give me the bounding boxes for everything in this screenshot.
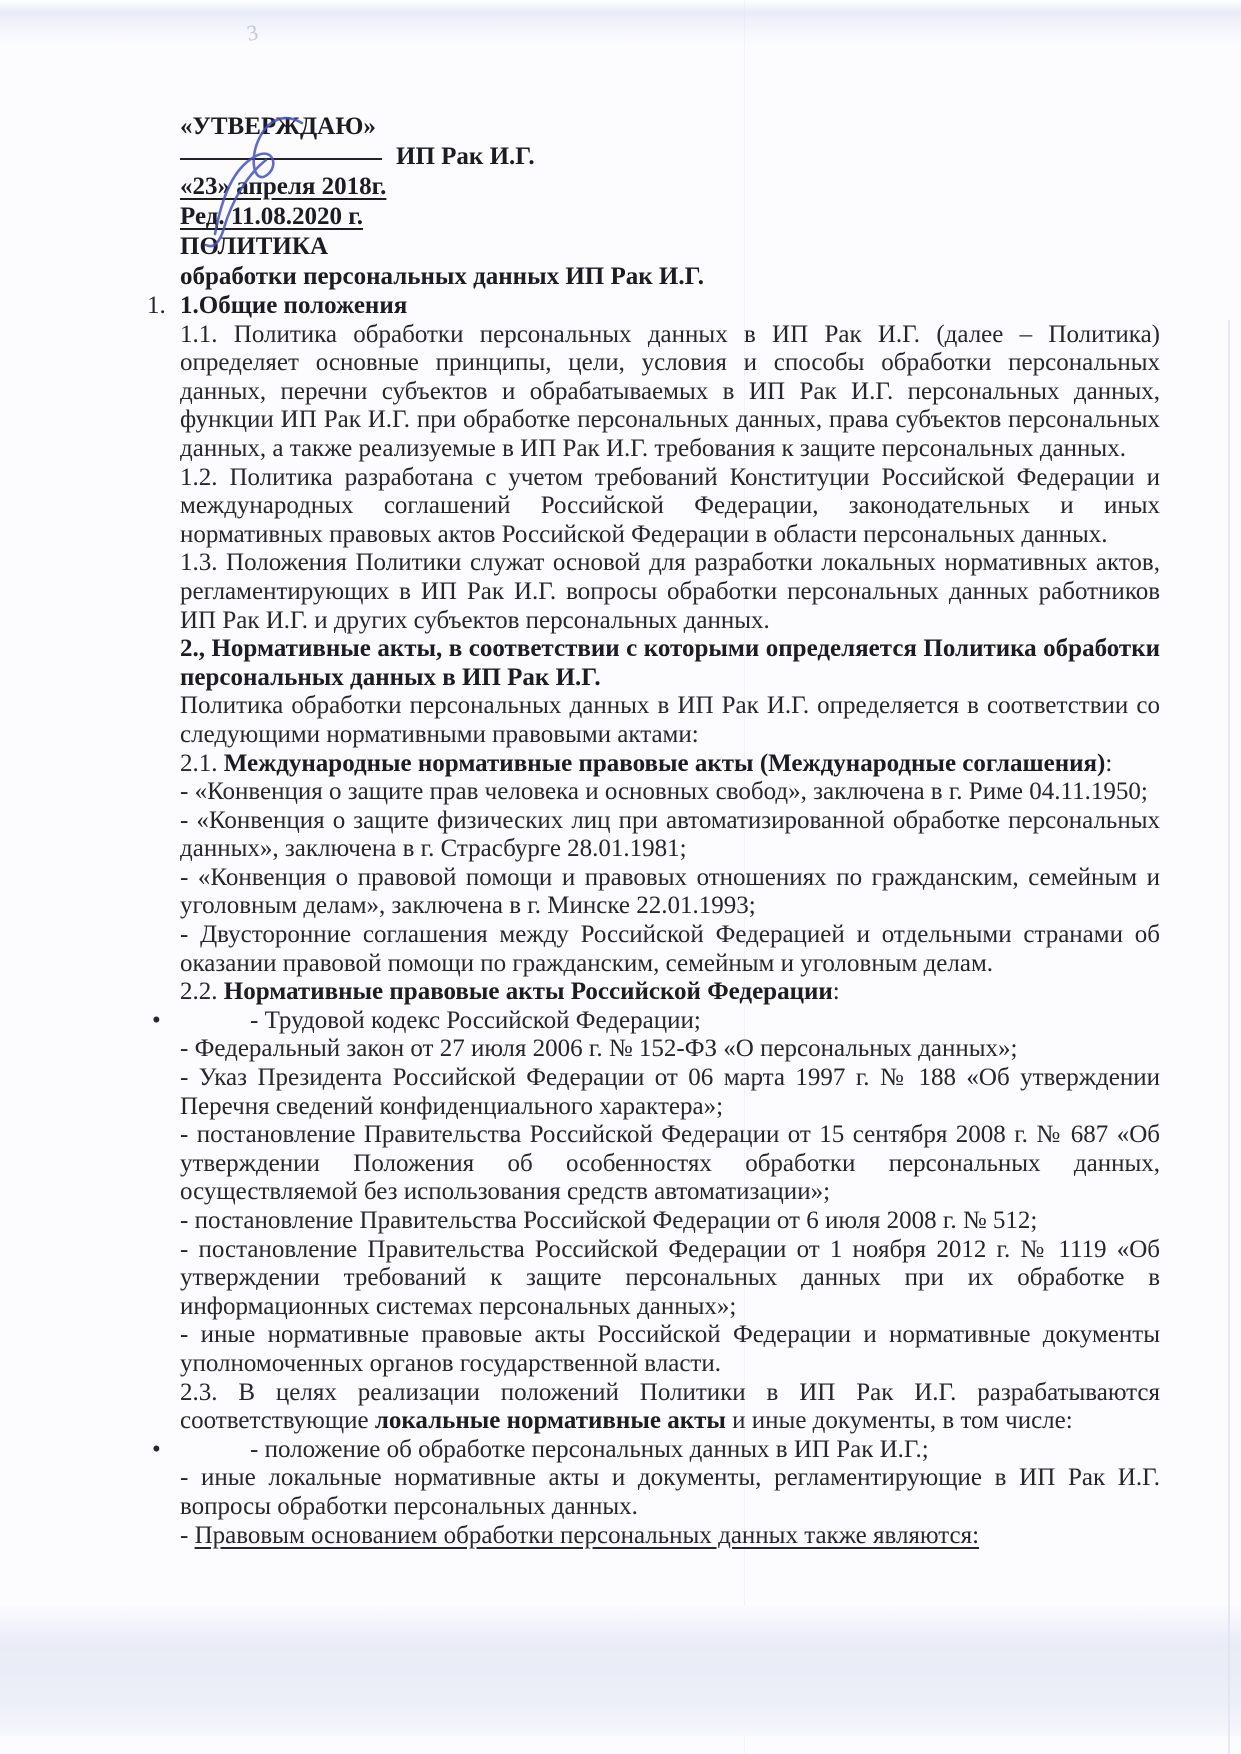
- list-item: - «Конвенция о правовой помощи и правовых отношениях по гражданским, семейным и уголовным делам», заключена в г. Минске 22.01.1993;: [180, 863, 1160, 920]
- doc-title-line2: обработки персональных данных ИП Рак И.Г.: [180, 263, 704, 290]
- revision-date: Ред. 11.08.2020 г.: [180, 203, 364, 230]
- paragraph-1-3: 1.3. Положения Политики служат основой для разработки локальных нормативных актов, регламентирующих в ИП Рак И.Г. вопросы обработки персональных данных работников ИП Рак И.Г. и других субъектов персональных данных.: [180, 549, 1160, 634]
- pencil-mark: 3: [244, 19, 261, 46]
- scan-artifact-bottom-band: [0, 1606, 1241, 1736]
- document-body: [147, 112, 1160, 1550]
- doc-title-line1: ПОЛИТИКА: [180, 233, 329, 260]
- list-item: - «Конвенция о защите физических лиц при автоматизированной обработке персональных данных», заключена в г. Страсбурге 28.01.1981;: [180, 806, 1160, 863]
- signature-ink: [170, 100, 340, 270]
- section-2-heading: 2., Нормативные акты, в соответствии с которыми определяется Политика обработки персональных данных в ИП Рак И.Г.: [180, 635, 1160, 691]
- list-item: - Федеральный закон от 27 июля 2006 г. № 152-ФЗ «О персональных данных»;: [180, 1035, 1018, 1063]
- section-2-1-heading: 2.1. Международные нормативные правовые акты (Международные соглашения):: [180, 749, 1113, 777]
- list-item: - постановление Правительства Российской Федерации от 15 сентября 2008 г. № 687 «Об утверждении Положения об особенностях обработки персональных данных, осуществляемой без использования средств автоматизации»;: [180, 1121, 1160, 1206]
- paragraph-1-2: 1.2. Политика разработана с учетом требований Конституции Российской Федерации и международных соглашений Российской Федерации, законодательных и иных нормативных правовых актов Российской Федерации в области персональных данных.: [180, 463, 1160, 548]
- bullet-icon: •: [152, 1435, 161, 1463]
- scan-artifact-top-band: [0, 0, 1241, 44]
- section-1-heading: 1. 1.Общие положения: [147, 292, 408, 319]
- list-item: - «Конвенция о защите прав человека и основных свобод», заключена в г. Риме 04.11.1950;: [180, 778, 1148, 806]
- bullet-icon: •: [152, 1006, 161, 1034]
- list-item: - постановление Правительства Российской Федерации от 1 ноября 2012 г. № 1119 «Об утверждении требований к защите персональных данных при их обработке в информационных системах персональных данных»;: [180, 1235, 1160, 1320]
- list-item: - иные локальные нормативные акты и документы, регламентирующие в ИП Рак И.Г. вопросы обработки персональных данных.: [180, 1464, 1160, 1520]
- list-item: - иные нормативные правовые акты Российской Федерации и нормативные документы уполномоченных органов государственной власти.: [180, 1321, 1160, 1377]
- section-2-number: 2.,: [180, 635, 205, 663]
- list-item: - Указ Президента Российской Федерации от 06 марта 1997 г. № 188 «Об утверждении Перечня сведений конфиденциального характера»;: [180, 1064, 1160, 1120]
- signatory-name: ИП Рак И.Г.: [396, 143, 535, 170]
- list-item: - Двусторонние соглашения между Российской Федерацией и отдельными странами об оказании правовой помощи по гражданским, семейным и уголовным делам.: [180, 921, 1160, 977]
- approval-date: «23» апреля 2018г.: [180, 173, 387, 200]
- scan-artifact-right-edge: [1228, 320, 1230, 1754]
- list-item-bulleted: • - положение об обработке персональных данных в ИП Рак И.Г.;: [152, 1435, 929, 1463]
- paragraph-2-3: 2.3. В целях реализации положений Политики в ИП Рак И.Г. разрабатываются соответствующие локальные нормативные акты и иные документы, в том числе:: [180, 1378, 1160, 1435]
- section-2-intro: Политика обработки персональных данных в ИП Рак И.Г. определяется в соответствии со следующими нормативными правовыми актами:: [180, 692, 1160, 748]
- section-1-number: 1.: [147, 292, 166, 319]
- legal-basis-line: - Правовым основанием обработки персональных данных также являются:: [180, 1521, 980, 1549]
- list-item-bulleted: • - Трудовой кодекс Российской Федерации;: [152, 1006, 701, 1034]
- paragraph-1-1: 1.1. Политика обработки персональных данных в ИП Рак И.Г. (далее – Политика) определяет основные принципы, цели, условия и способы обработки персональных данных, перечни субъектов и обрабатываемых в ИП Рак И.Г. персональных данных, функции ИП Рак И.Г. при обработке персональных данных, права субъектов персональных данных, а также реализуемые в ИП Рак И.Г. требования к защите персональных данных.: [180, 320, 1160, 462]
- approve-label: «УТВЕРЖДАЮ»: [180, 113, 376, 140]
- section-2-2-heading: 2.2. Нормативные правовые акты Российской Федерации:: [180, 978, 840, 1006]
- list-item: - постановление Правительства Российской Федерации от 6 июля 2008 г. № 512;: [180, 1207, 1038, 1234]
